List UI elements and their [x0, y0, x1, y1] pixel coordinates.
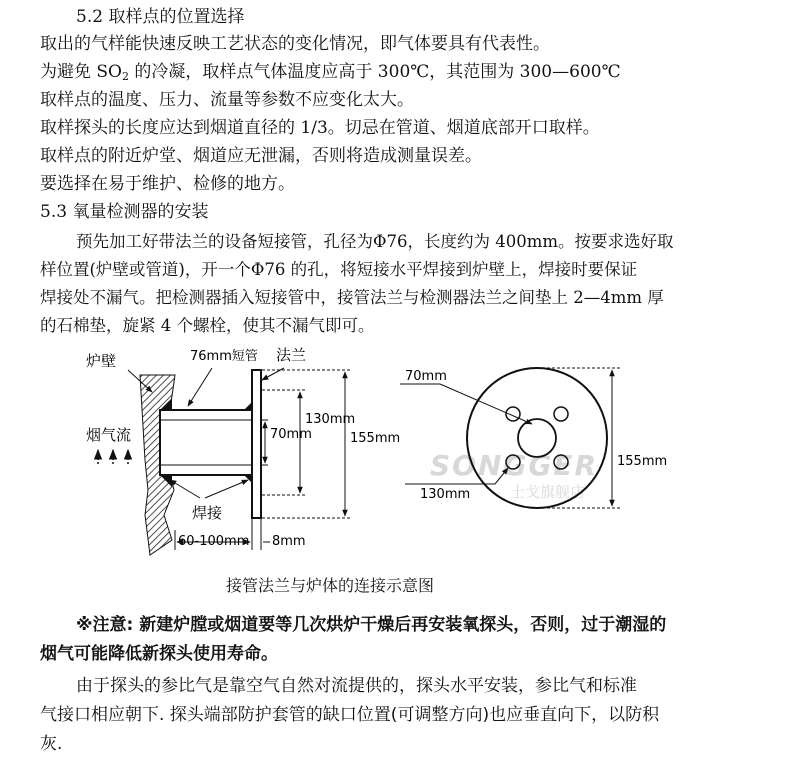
note-line: 气接口相应朝下. 探头端部防护套管的缺口位置(可调整方向)也应垂直向下，以防积: [40, 705, 660, 725]
paragraph-line: 预先加工好带法兰的设备短接管，孔径为Φ76，长度约为 400mm。按要求选好取: [76, 232, 674, 251]
paragraph-line: 取出的气样能快速反映工艺状态的变化情况，即气体要具有代表性。: [40, 34, 550, 54]
note-line: 由于探头的参比气是靠空气自然对流提供的，探头水平安装，参比气和标准: [76, 676, 637, 696]
paragraph-line: 取样点的温度、压力、流量等参数不应变化太大。: [40, 90, 414, 110]
paragraph-line: 取样探头的长度应达到烟道直径的 1/3。切忌在管道、烟道底部开口取样。: [40, 118, 600, 138]
label-dim-155-left: 155mm: [350, 431, 401, 446]
label-flue-gas: 烟气流: [86, 426, 132, 444]
so2-subscript: 2: [122, 70, 129, 83]
paragraph-line: 的石棉垫，旋紧 4 个螺栓，使其不漏气即可。: [40, 316, 375, 335]
label-dim-60-100: 60-100mm: [178, 534, 250, 549]
label-dim-8: 8mm: [272, 534, 306, 549]
watermark-store: 士戈旗舰店: [510, 483, 586, 501]
label-furnace-wall: 炉壁: [86, 352, 117, 370]
flange-connection-diagram: [0, 340, 790, 600]
so2-line: [40, 61, 621, 88]
note-line: ※注意: 新建炉膛或烟道要等几次烘炉干燥后再安装氧探头，否则，过于潮湿的: [76, 615, 667, 635]
label-dim-130-left: 130mm: [305, 412, 356, 427]
label-weld: 焊接: [192, 504, 223, 522]
paragraph-line: 焊接处不漏气。把检测器插入短接管中，接管法兰与检测器法兰之间垫上 2—4mm 厚: [40, 288, 664, 307]
label-flange: 法兰: [276, 346, 307, 364]
section-5-3-heading: 5.3 氧量检测器的安装: [40, 202, 209, 222]
label-dim-155-right: 155mm: [617, 454, 668, 469]
note-line: 烟气可能降低新探头使用寿命。: [40, 644, 278, 664]
label-dim-130-right: 130mm: [420, 487, 471, 502]
so2-pre: 为避免 SO: [40, 62, 122, 82]
label-short-pipe: 76mm短管: [190, 349, 258, 364]
label-dim-70-left: 70mm: [270, 427, 312, 442]
so2-post: 的冷凝，取样点气体温度应高于 300℃，其范围为 300—600℃: [129, 62, 621, 82]
watermark-brand: SONGGER: [430, 449, 599, 482]
label-dim-70-right: 70mm: [405, 369, 447, 384]
paragraph-line: 要选择在易于维护、检修的地方。: [40, 174, 295, 194]
flange-plate: [252, 370, 261, 518]
section-5-2-heading: 5.2 取样点的位置选择: [76, 7, 245, 27]
note-line: 灰.: [40, 734, 63, 754]
paragraph-line: 取样点的附近炉堂、烟道应无泄漏，否则将造成测量误差。: [40, 146, 482, 166]
paragraph-line: 样位置(炉壁或管道)，开一个Φ76 的孔，将短接水平焊接到炉壁上，焊接时要保证: [40, 260, 638, 279]
diagram-caption: 接管法兰与炉体的连接示意图: [226, 576, 435, 595]
bolt-hole: [554, 407, 568, 421]
